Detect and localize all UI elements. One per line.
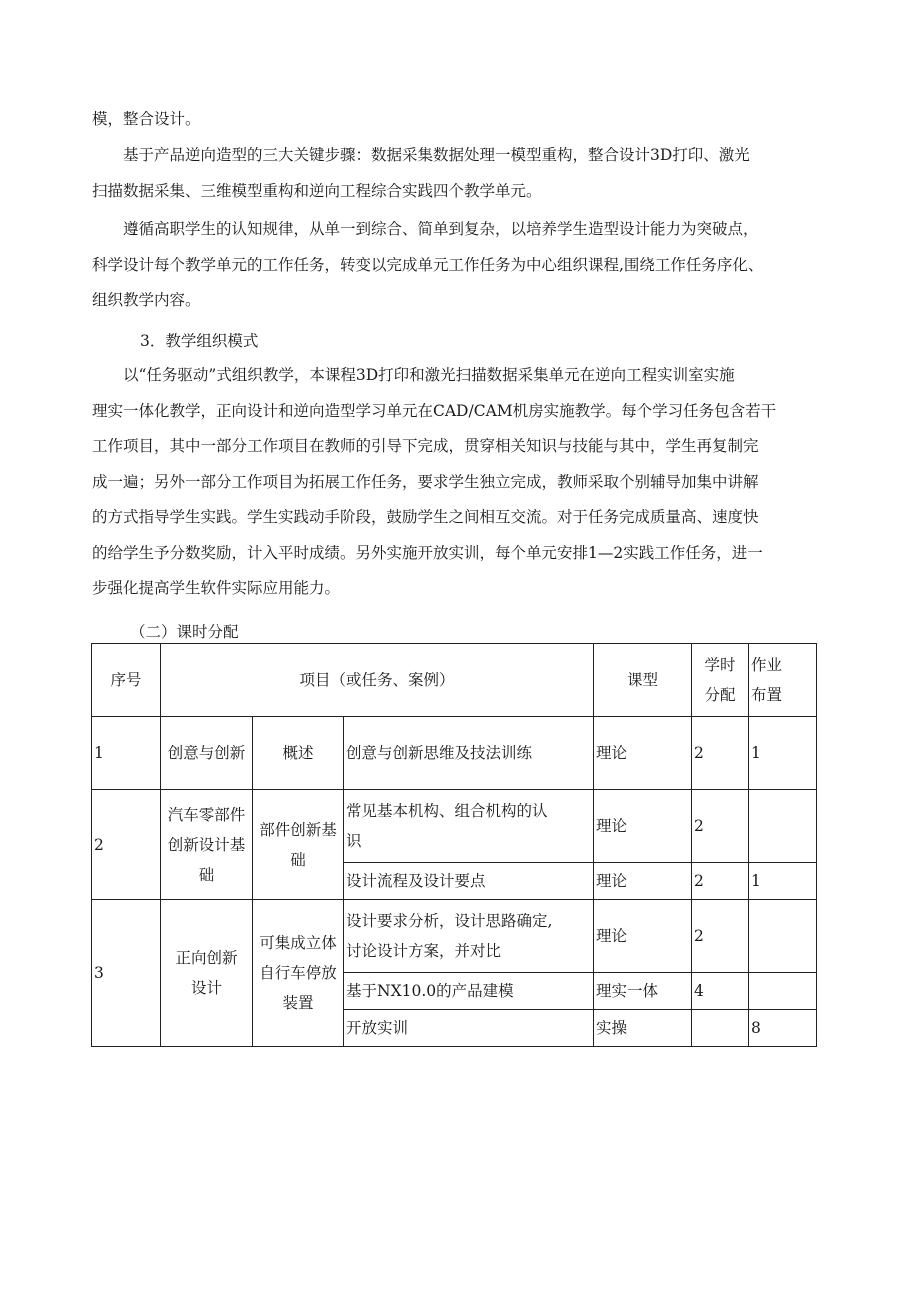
cell-homework: 8 — [749, 1010, 817, 1047]
cell-hours: 2 — [692, 900, 749, 973]
cell-type: 实操 — [594, 1010, 692, 1047]
header-homework — [749, 644, 817, 717]
text-line: 模，整合设计。 — [92, 110, 201, 128]
cell-homework — [749, 790, 817, 863]
header-hours-line: 分配 — [704, 686, 736, 704]
text-line: 以“任务驱动”式组织教学，本课程3D打印和激光扫描数据采集单元在逆向工程实训室实施 — [92, 366, 735, 384]
text-line: 工作项目，其中一部分工作项目在教师的引导下完成，贯穿相关知识与技能与其中，学生再复制完 — [92, 437, 759, 455]
cell-seq: 1 — [92, 717, 161, 790]
cell-type: 理实一体 — [594, 973, 692, 1010]
header-hours-line: 学时 — [704, 656, 736, 674]
cell-line: 讨论设计方案，并对比 — [346, 942, 502, 960]
cell-homework: 1 — [749, 863, 817, 900]
header-homework-line: 布置 — [751, 686, 783, 704]
cell-content — [344, 790, 594, 863]
text-line: 科学设计每个教学单元的工作任务，转变以完成单元工作任务为中心组织课程,围绕工作任务序化、 — [92, 255, 764, 274]
cell-line: 础 — [198, 865, 215, 884]
header-hours — [692, 644, 749, 717]
cell-line: 常见基本机构、组合机构的认 — [346, 802, 548, 820]
text-line: 组织教学内容。 — [92, 291, 201, 309]
header-type: 课型 — [594, 644, 692, 717]
cell-topic: 概述 — [253, 717, 344, 790]
cell-homework — [749, 900, 817, 973]
cell-type: 理论 — [594, 900, 692, 973]
cell-line: 创新设计基 — [167, 835, 246, 854]
text-line: 遵循高职学生的认知规律，从单一到综合、简单到复杂，以培养学生造型设计能力为突破点， — [92, 220, 759, 238]
cell-unit — [161, 900, 253, 1047]
cell-hours: 2 — [692, 863, 749, 900]
paragraph-cognitive-rules — [92, 212, 832, 319]
text-line: 基于产品逆向造型的三大关键步骤：数据采集数据处理一模型重构，整合设计3D打印、激光 — [92, 146, 750, 164]
cell-line: 部件创新基 — [259, 820, 337, 839]
cell-line: 设计要求分析，设计思路确定, — [346, 912, 553, 930]
cell-hours: 4 — [692, 973, 749, 1010]
table-row — [92, 900, 817, 973]
section-heading-teaching-mode: 3．教学组织模式 — [140, 332, 259, 350]
text-line: 的给学生予分数奖励，计入平时成绩。另外实施开放实训，每个单元安排1—2实践工作任务，进一 — [92, 543, 763, 562]
cell-line: 础 — [290, 850, 306, 869]
paragraph-key-steps — [92, 138, 832, 209]
table-row — [92, 790, 817, 863]
section-heading-hours: （二）课时分配 — [130, 623, 239, 641]
table-row — [92, 717, 817, 790]
paragraph-task-driven — [92, 358, 832, 607]
text-line: 成一遍；另外一部分工作项目为拓展工作任务，要求学生独立完成，教师采取个别辅导加集中讲解 — [92, 472, 759, 491]
cell-homework — [749, 973, 817, 1010]
cell-line: 设计 — [190, 979, 222, 997]
cell-hours — [692, 1010, 749, 1047]
header-seq: 序号 — [92, 644, 161, 717]
cell-content: 开放实训 — [344, 1010, 594, 1047]
cell-topic — [253, 900, 344, 1047]
cell-type: 理论 — [594, 790, 692, 863]
text-line: 扫描数据采集、三维模型重构和逆向工程综合实践四个教学单元。 — [92, 181, 542, 200]
cell-line: 装置 — [282, 994, 314, 1012]
cell-unit: 创意与创新 — [161, 717, 253, 790]
cell-line: 可集成立体 — [259, 934, 337, 952]
paragraph-continuation — [92, 102, 832, 138]
cell-line: 识 — [346, 832, 362, 850]
cell-unit — [161, 790, 253, 900]
header-project: 项目（或任务、案例） — [161, 644, 594, 717]
cell-type: 理论 — [594, 863, 692, 900]
text-line: 的方式指导学生实践。学生实践动手阶段，鼓励学生之间相互交流。对于任务完成质量高、速度快 — [92, 508, 759, 526]
hours-allocation-table — [91, 643, 817, 1047]
cell-content — [344, 900, 594, 973]
cell-content: 创意与创新思维及技法训练 — [344, 717, 594, 790]
cell-line: 正向创新 — [175, 949, 238, 967]
cell-topic — [253, 790, 344, 900]
cell-hours: 2 — [692, 790, 749, 863]
cell-content: 设计流程及设计要点 — [344, 863, 594, 900]
cell-hours: 2 — [692, 717, 749, 790]
cell-seq: 2 — [92, 790, 161, 900]
cell-line: 汽车零部件 — [167, 805, 246, 824]
cell-content: 基于NX10.0的产品建模 — [344, 973, 594, 1010]
cell-line: 自行车停放 — [259, 964, 337, 982]
table-header-row — [92, 644, 817, 717]
cell-type: 理论 — [594, 717, 692, 790]
cell-seq: 3 — [92, 900, 161, 1047]
text-line: 步强化提高学生软件实际应用能力。 — [92, 579, 341, 597]
cell-homework: 1 — [749, 717, 817, 790]
header-homework-line: 作业 — [751, 656, 783, 674]
text-line: 理实一体化教学，正向设计和逆向造型学习单元在CAD/CAM机房实施教学。每个学习任务包含若干 — [92, 401, 777, 420]
